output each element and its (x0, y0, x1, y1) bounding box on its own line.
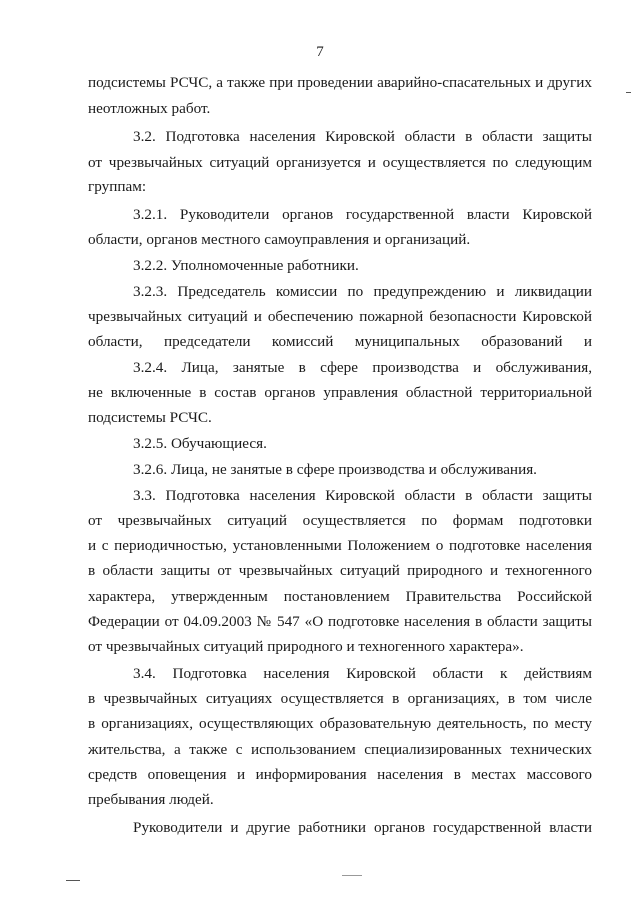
text-line: в организациях, осуществляющих образовательную деятельность, по месту (88, 715, 592, 732)
text-line: группам: (88, 178, 147, 195)
scan-mark (342, 875, 362, 876)
text-line: характера, утвержденным постановлением Правительства Российской (88, 588, 592, 605)
text-line: средств оповещения и информирования населения в местах массового (88, 766, 592, 783)
text-line: и с периодичностью, установленными Положением о подготовке населения (88, 537, 592, 554)
text-line: в области защиты от чрезвычайных ситуаций природного и техногенного (88, 562, 592, 579)
text-line: 3.2.3. Председатель комиссии по предупреждению и ликвидации (133, 283, 592, 300)
text-line: подсистемы РСЧС, а также при проведении аварийно-спасательных и других (88, 74, 592, 91)
text-line: пребывания людей. (88, 791, 214, 808)
text-line: 3.2.6. Лица, не занятые в сфере производства и обслуживания. (133, 461, 537, 478)
text-line: области, органов местного самоуправления и организаций. (88, 231, 471, 248)
text-line: не включенные в состав органов управления областной территориальной (88, 384, 592, 401)
scan-mark (626, 92, 631, 93)
page-number: 7 (316, 44, 324, 60)
text-line: подсистемы РСЧС. (88, 409, 212, 426)
scan-mark (66, 880, 80, 881)
text-line: Федерации от 04.09.2003 № 547 «О подготовке населения в области защиты (88, 613, 592, 630)
text-line: 3.2.1. Руководители органов государственной власти Кировской (133, 206, 592, 223)
text-line: жительства, а также с использованием специализированных технических (88, 741, 592, 758)
text-line: от чрезвычайных ситуаций природного и техногенного характера». (88, 638, 524, 655)
text-line: области, председатели комиссий муниципальных образований и (88, 333, 592, 350)
text-line: неотложных работ. (88, 100, 211, 117)
text-line: 3.3. Подготовка населения Кировской области в области защиты (133, 487, 592, 504)
text-line: в чрезвычайных ситуациях осуществляется в организациях, в том числе (88, 690, 592, 707)
text-line: от чрезвычайных ситуаций осуществляется по формам подготовки (88, 512, 592, 529)
text-line: от чрезвычайных ситуаций организуется и осуществляется по следующим (88, 154, 592, 171)
text-line: 3.2.2. Уполномоченные работники. (133, 257, 359, 274)
text-line: Руководители и другие работники органов государственной власти (133, 819, 592, 836)
text-line: 3.2. Подготовка населения Кировской области в области защиты (133, 128, 592, 145)
text-line: 3.4. Подготовка населения Кировской области к действиям (133, 665, 592, 682)
text-line: чрезвычайных ситуаций и обеспечению пожарной безопасности Кировской (88, 308, 592, 325)
text-line: 3.2.5. Обучающиеся. (133, 435, 267, 452)
text-line: 3.2.4. Лица, занятые в сфере производства и обслуживания, (133, 359, 592, 376)
